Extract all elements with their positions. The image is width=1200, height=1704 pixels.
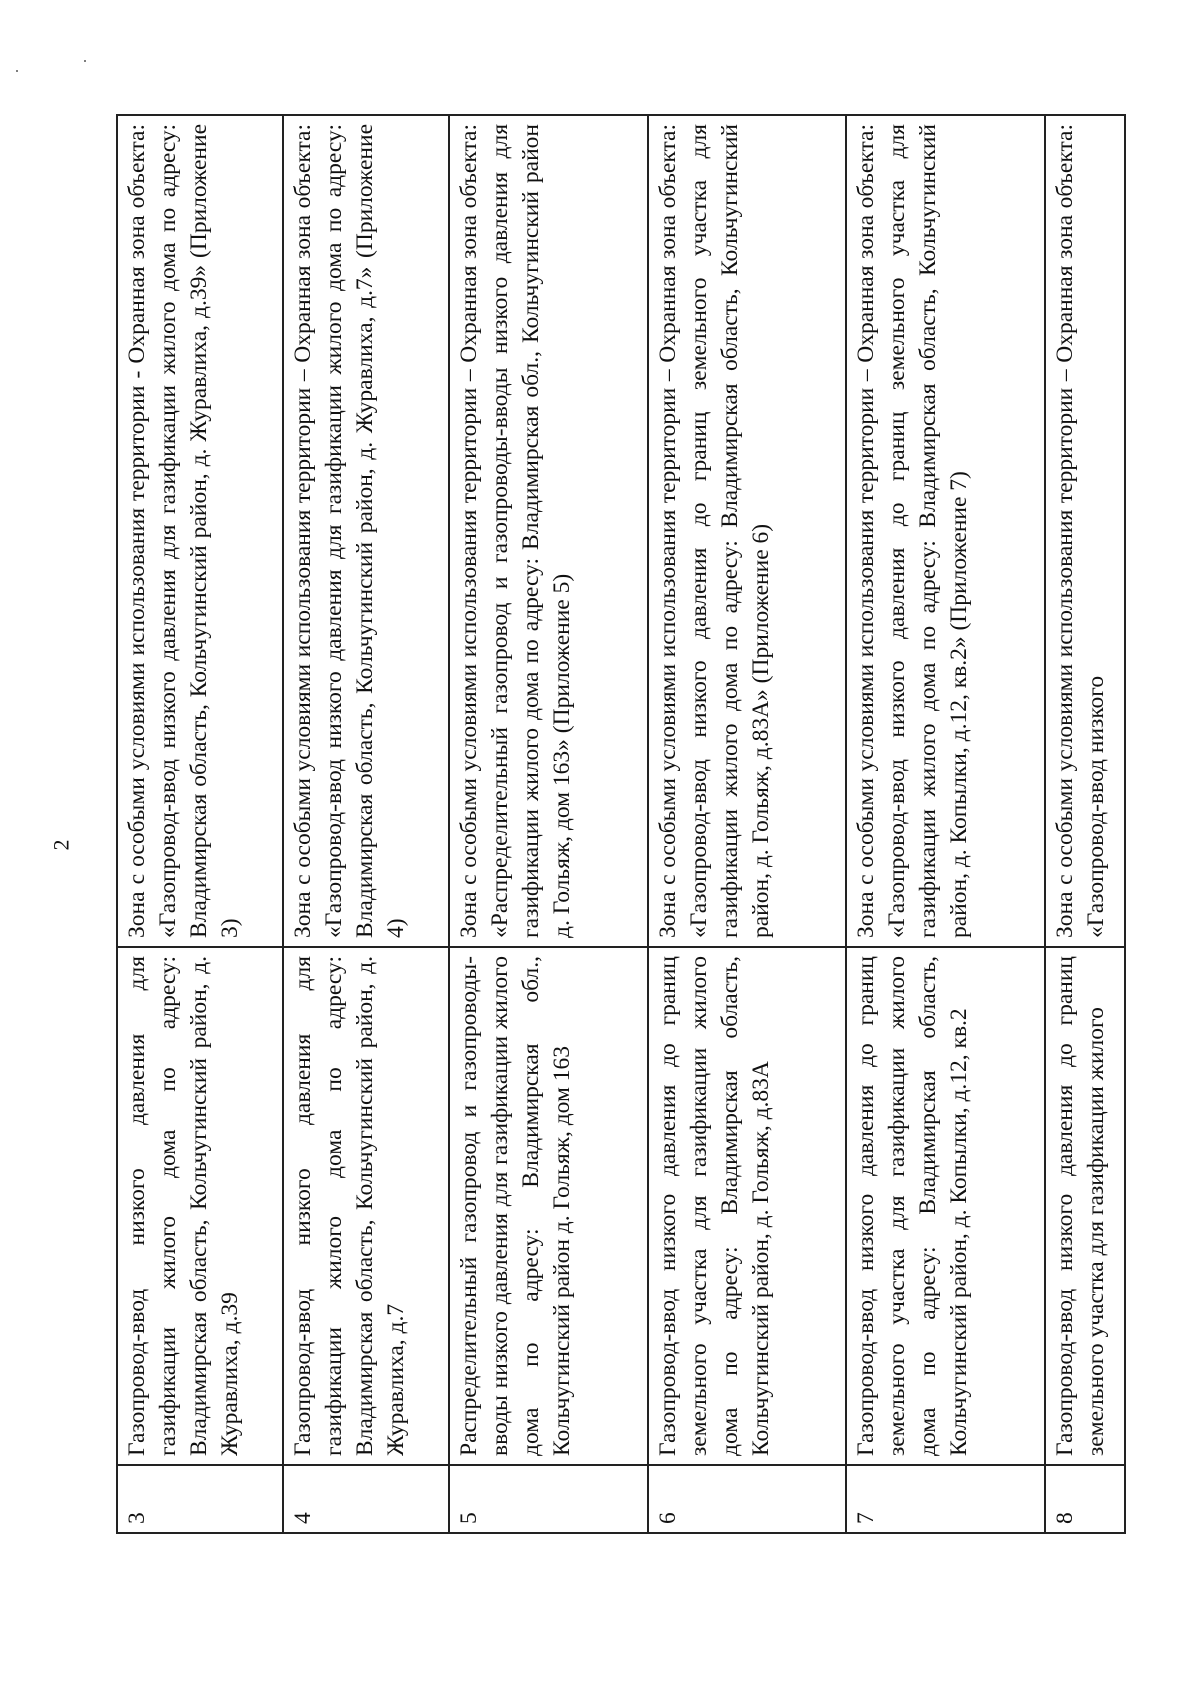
scan-speck [16,70,18,72]
table-row [648,115,847,1533]
zone-cell: Зона с особыми условиями использования территории – Охранная зона объекта: «Газопровод-ввод низкого давления до границ земельного участка для газификации жилого дома по адресу: Владимирская область, Кольчугинский район, д. Гольяж, д.83А» (Приложение 6) [648,115,847,947]
row-number: 4 [283,1465,449,1533]
zone-cell: Зона с особыми условиями использования территории – Охранная зона объекта: «Газопровод-ввод низкого [1045,115,1125,947]
zone-cell: Зона с особыми условиями использования территории – Охранная зона объекта: «Распределительный газопровод и газопроводы-вводы низкого давления для газификации жилого дома по адресу: Владимирская обл., Кольчугинский район д. Гольяж, дом 163» (Приложение 5) [449,115,648,947]
object-cell: Распределительный газопровод и газопроводы-вводы низкого давления для газификации жилого дома по адресу: Владимирская обл., Кольчугинский район д. Гольяж, дом 163 [449,947,648,1465]
row-number: 5 [449,1465,648,1533]
zones-table [116,114,1126,1534]
object-cell: Газопровод-ввод низкого давления для газификации жилого дома по адресу: Владимирская область, Кольчугинский район, д. Журавлиха, д.7 [283,947,449,1465]
table-row [846,115,1045,1533]
table-row [1045,115,1125,1533]
document-table-area [116,114,1126,1534]
zone-cell: Зона с особыми условиями использования территории – Охранная зона объекта: «Газопровод-ввод низкого давления для газификации жилого дома по адресу: Владимирская область, Кольчугинский район, д. Журавлиха, д.7» (Приложение 4) [283,115,449,947]
object-cell: Газопровод-ввод низкого давления до границ земельного участка для газификации жилого [1045,947,1125,1465]
object-cell: Газопровод-ввод низкого давления до границ земельного участка для газификации жилого дома по адресу: Владимирская область, Кольчугинский район, д. Гольяж, д.83А [648,947,847,1465]
row-number: 6 [648,1465,847,1533]
table-row [283,115,449,1533]
scan-speck [84,60,86,62]
row-number: 8 [1045,1465,1125,1533]
object-cell: Газопровод-ввод низкого давления до границ земельного участка для газификации жилого дома по адресу: Владимирская область, Кольчугинский район, д. Копылки, д.12, кв.2 [846,947,1045,1465]
page-number: 2 [48,839,74,851]
zone-cell: Зона с особыми условиями использования территории – Охранная зона объекта: «Газопровод-ввод низкого давления до границ земельного участка для газификации жилого дома по адресу: Владимирская область, Кольчугинский район, д. Копылки, д.12, кв.2» (Приложение 7) [846,115,1045,947]
row-number: 3 [117,1465,283,1533]
object-cell: Газопровод-ввод низкого давления для газификации жилого дома по адресу: Владимирская область, Кольчугинский район, д. Журавлиха, д.39 [117,947,283,1465]
row-number: 7 [846,1465,1045,1533]
table-row [117,115,283,1533]
table-row [449,115,648,1533]
zone-cell: Зона с особыми условиями использования территории - Охранная зона объекта: «Газопровод-ввод низкого давления для газификации жилого дома по адресу: Владимирская область, Кольчугинский район, д. Журавлиха, д.39» (Приложение 3) [117,115,283,947]
